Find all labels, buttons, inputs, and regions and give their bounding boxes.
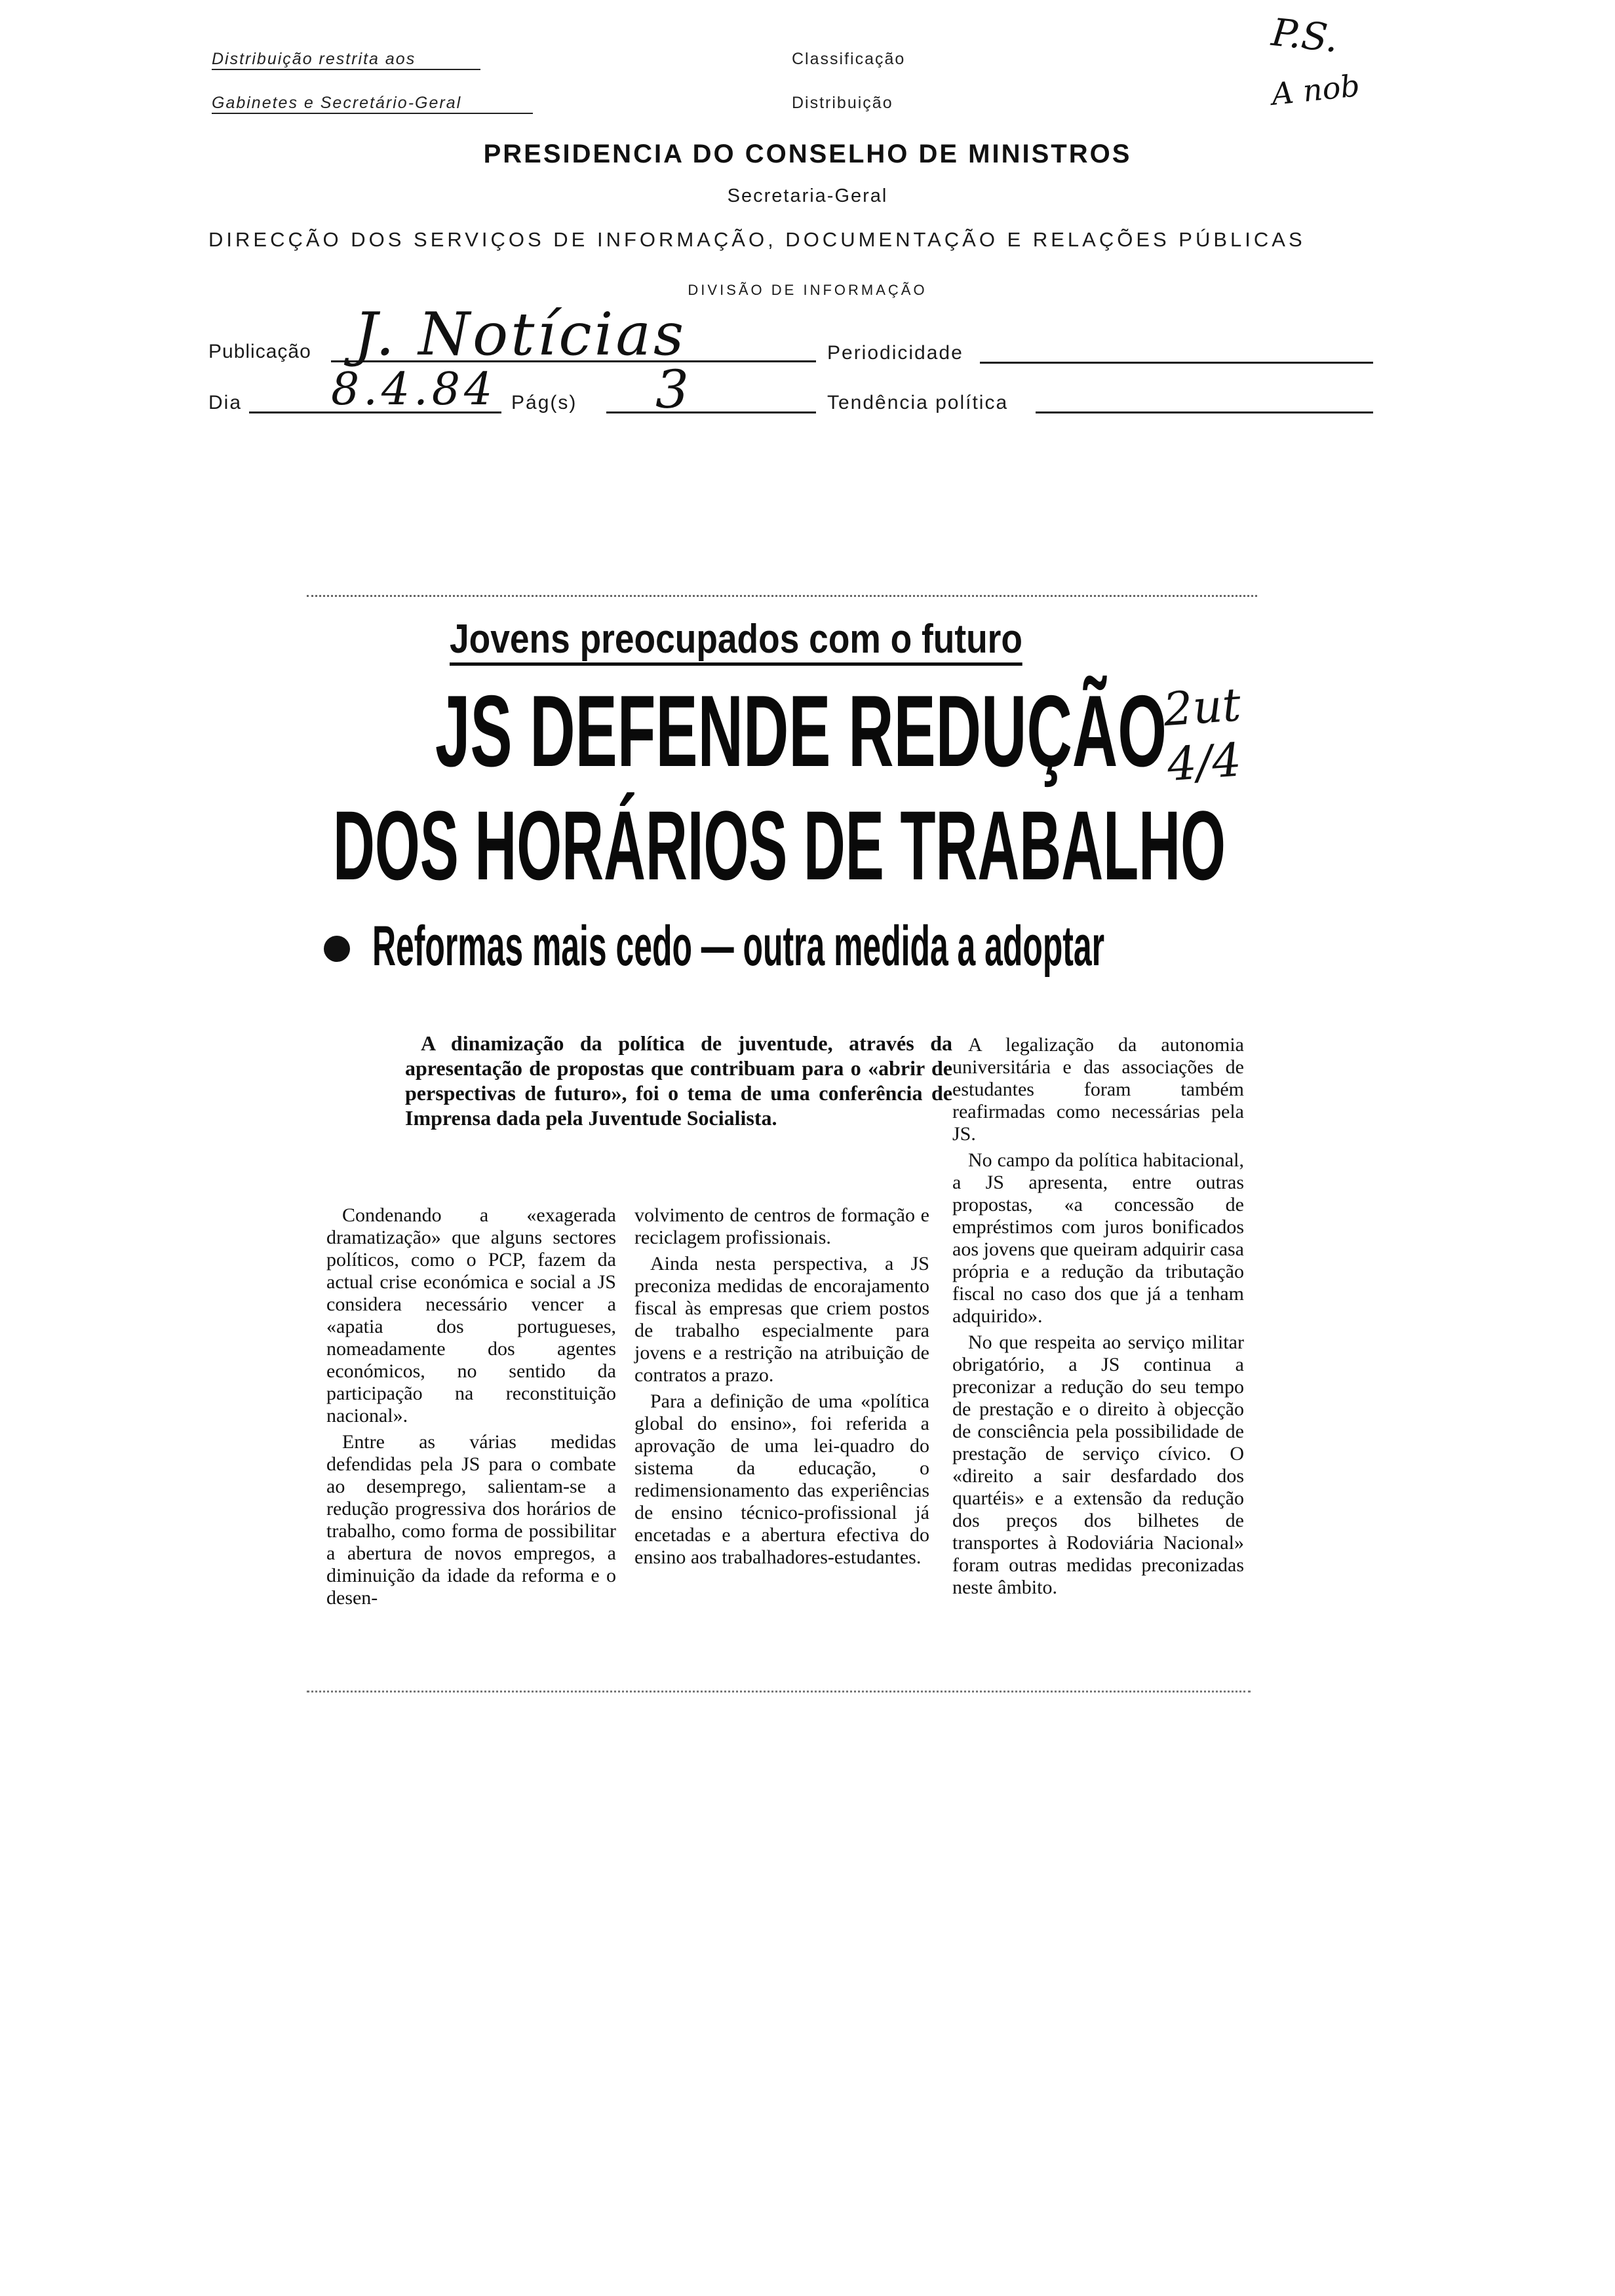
article-column-2 xyxy=(634,1204,929,1573)
bullet-icon xyxy=(324,936,350,962)
political-tendency-field-line xyxy=(1036,411,1373,413)
pages-field-line xyxy=(606,411,816,413)
pages-label: Pág(s) xyxy=(511,392,577,413)
col3-paragraph-1: A legalização da autonomia universitária e das associações de estudantes foram também reafirmadas como necessárias pela JS. xyxy=(952,1034,1244,1145)
pages-handwritten-value: 3 xyxy=(655,359,689,420)
newspaper-clipping xyxy=(307,595,1277,1702)
classification-label: Classificação xyxy=(792,50,906,68)
headline-handwritten-note: 2ut 4/4 xyxy=(1161,678,1243,792)
division-title: DIVISÃO DE INFORMAÇÃO xyxy=(688,282,927,298)
lead-paragraph: A dinamização da política de juventude, através da apresentação de propostas que contribuam para o «abrir de perspectivas de futuro», foi o tema de uma conferência de Imprensa dada pela Juventude Socialista. xyxy=(405,1031,952,1130)
organization-title: PRESIDENCIA DO CONSELHO DE MINISTROS xyxy=(483,140,1132,168)
day-label: Dia xyxy=(208,392,243,413)
subheadline: Reformas mais cedo — outra medida a adoptar xyxy=(372,915,1105,978)
article-column-1 xyxy=(326,1204,616,1613)
handwritten-margin-note-2: A nob xyxy=(1270,67,1362,112)
headline-line2: DOS HORÁRIOS DE TRABALHO xyxy=(333,790,1226,900)
clipping-top-edge xyxy=(307,595,1257,597)
col3-paragraph-3: No que respeita ao serviço militar obrigatório, a JS continua a preconizar a redução do seu tempo de prestação e o direito à objecção de consciência pela possibilidade de prestação de serviço cívico. O «direito a sair desfardado dos quartéis» e a extensão da redução dos preços dos bilhetes de transportes à Rodoviária Nacional» foram outras medidas preconizadas neste âmbito. xyxy=(952,1331,1244,1598)
handwritten-margin-note: P.S. xyxy=(1269,9,1341,62)
article-kicker: Jovens preocupados com o futuro xyxy=(450,616,1022,666)
headline-line1: JS DEFENDE REDUÇÃO xyxy=(435,674,1167,788)
col2-paragraph-1: volvimento de centros de formação e reciclagem profissionais. xyxy=(634,1204,929,1248)
col3-paragraph-2: No campo da política habitacional, a JS apresenta, entre outras propostas, «a concessão de empréstimos com juros bonificados aos jovens que queiram adquirir casa própria e a redução da tributação fiscal no caso dos que já a tenham adquirido». xyxy=(952,1149,1244,1327)
article-lead xyxy=(405,1031,952,1134)
col2-paragraph-3: Para a definição de uma «política global do ensino», foi referida a aprovação de uma lei-quadro do sistema da educação, o redimensionamento das experiências de ensino técnico-profissional já encetadas e a abertura efectiva do ensino aos trabalhadores-estudantes. xyxy=(634,1390,929,1568)
day-handwritten-value: 8.4.84 xyxy=(331,364,497,415)
political-tendency-label: Tendência política xyxy=(827,392,1009,413)
periodicity-field-line xyxy=(980,362,1373,364)
directorate-title: DIRECÇÃO DOS SERVIÇOS DE INFORMAÇÃO, DOCUMENTAÇÃO E RELAÇÕES PÚBLICAS xyxy=(208,228,1306,251)
publication-handwritten-value: J. Notícias xyxy=(354,300,687,369)
article-column-3 xyxy=(952,1034,1244,1603)
col1-paragraph-2: Entre as várias medidas defendidas pela JS para o combate ao desemprego, salientam-se a redução progressiva dos horários de trabalho, como forma de possibilitar a abertura de novos empregos, a diminuição da idade da reforma e o desen- xyxy=(326,1431,616,1609)
col2-paragraph-2: Ainda nesta perspectiva, a JS preconiza medidas de encorajamento fiscal às empresas que criem postos de trabalho especialmente para jovens e a restrição na atribuição de contratos a prazo. xyxy=(634,1253,929,1386)
publication-label: Publicação xyxy=(208,341,311,362)
distribution-label: Distribuição xyxy=(792,94,893,112)
periodicity-label: Periodicidade xyxy=(827,342,963,364)
distribution-note-line1: Distribuição restrita aos xyxy=(212,50,480,70)
clipping-bottom-edge xyxy=(307,1691,1251,1693)
col1-paragraph-1: Condenando a «exagerada dramatização» que alguns sectores políticos, como o PCP, fazem da actual crise económica e social a JS considera necessário vencer a «apatia dos portugueses, nomeadamente dos agentes económicos, no sentido da participação na reconstituição nacional». xyxy=(326,1204,616,1426)
distribution-note-line2: Gabinetes e Secretário-Geral xyxy=(212,94,533,114)
secretariat-title: Secretaria-Geral xyxy=(727,185,888,206)
